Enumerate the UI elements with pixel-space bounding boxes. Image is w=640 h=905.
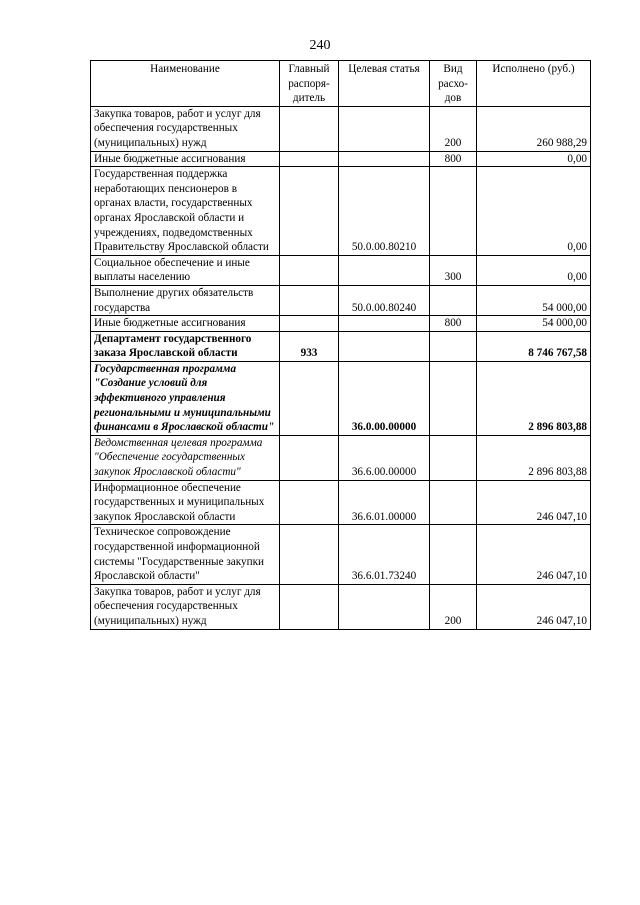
table-row	[91, 167, 591, 256]
table-header-row	[91, 61, 591, 107]
header-admin: Главный распоря-дитель	[280, 61, 339, 107]
cell-name: Закупка товаров, работ и услуг для обеспечения государственных (муниципальных) нужд	[91, 584, 280, 629]
cell-admin	[280, 525, 339, 584]
table-row	[91, 435, 591, 480]
cell-name: Информационное обеспечение государственных и муниципальных закупок Ярославской области	[91, 480, 280, 525]
header-target: Целевая статья	[339, 61, 430, 107]
cell-name: Иные бюджетные ассигнования	[91, 151, 280, 167]
cell-amount: 54 000,00	[477, 285, 591, 315]
table-row	[91, 316, 591, 332]
cell-target	[339, 331, 430, 361]
cell-amount: 260 988,29	[477, 106, 591, 151]
table-row	[91, 584, 591, 629]
cell-name: Выполнение других обязательств государства	[91, 285, 280, 315]
cell-type	[430, 361, 477, 435]
cell-admin: 933	[280, 331, 339, 361]
cell-name: Государственная поддержка неработающих пенсионеров в органах власти, государственных органах Ярославской области и учреждениях, подведомственных Правительству Ярославской области	[91, 167, 280, 256]
cell-type	[430, 285, 477, 315]
cell-admin	[280, 435, 339, 480]
cell-amount: 0,00	[477, 167, 591, 256]
table-row	[91, 331, 591, 361]
table-row	[91, 285, 591, 315]
cell-amount: 0,00	[477, 151, 591, 167]
budget-table	[90, 60, 591, 630]
cell-amount: 246 047,10	[477, 584, 591, 629]
cell-target: 36.6.00.00000	[339, 435, 430, 480]
cell-target	[339, 584, 430, 629]
cell-admin	[280, 106, 339, 151]
cell-admin	[280, 480, 339, 525]
page-number: 240	[309, 38, 331, 53]
cell-name: Техническое сопровождение государственной информационной системы "Государственные закупки Ярославской области"	[91, 525, 280, 584]
cell-amount: 2 896 803,88	[477, 435, 591, 480]
table-row	[91, 106, 591, 151]
cell-type	[430, 331, 477, 361]
table-row	[91, 525, 591, 584]
cell-target	[339, 106, 430, 151]
cell-type	[430, 525, 477, 584]
cell-type	[430, 480, 477, 525]
cell-admin	[280, 361, 339, 435]
cell-target: 36.0.00.00000	[339, 361, 430, 435]
cell-admin	[280, 316, 339, 332]
cell-target: 50.0.00.80240	[339, 285, 430, 315]
cell-type: 200	[430, 106, 477, 151]
cell-admin	[280, 151, 339, 167]
cell-type: 800	[430, 151, 477, 167]
cell-type	[430, 435, 477, 480]
cell-name: Закупка товаров, работ и услуг для обеспечения государственных (муниципальных) нужд	[91, 106, 280, 151]
cell-amount: 246 047,10	[477, 525, 591, 584]
cell-type: 200	[430, 584, 477, 629]
cell-amount: 54 000,00	[477, 316, 591, 332]
cell-admin	[280, 255, 339, 285]
cell-amount: 246 047,10	[477, 480, 591, 525]
table-row	[91, 151, 591, 167]
cell-admin	[280, 167, 339, 256]
table-row	[91, 255, 591, 285]
cell-name: Иные бюджетные ассигнования	[91, 316, 280, 332]
cell-amount: 8 746 767,58	[477, 331, 591, 361]
table-row	[91, 480, 591, 525]
cell-target: 36.6.01.00000	[339, 480, 430, 525]
table-row	[91, 361, 591, 435]
cell-type: 800	[430, 316, 477, 332]
cell-type: 300	[430, 255, 477, 285]
cell-target: 50.0.00.80210	[339, 167, 430, 256]
header-name: Наименование	[91, 61, 280, 107]
cell-admin	[280, 584, 339, 629]
cell-target	[339, 255, 430, 285]
cell-target	[339, 151, 430, 167]
cell-name: Ведомственная целевая программа "Обеспечение государственных закупок Ярославской области"	[91, 435, 280, 480]
cell-admin	[280, 285, 339, 315]
cell-amount: 2 896 803,88	[477, 361, 591, 435]
cell-name: Государственная программа "Создание условий для эффективного управления региональными и муниципальными финансами в Ярославской области"	[91, 361, 280, 435]
cell-target: 36.6.01.73240	[339, 525, 430, 584]
header-type: Вид расхо-дов	[430, 61, 477, 107]
cell-name: Социальное обеспечение и иные выплаты населению	[91, 255, 280, 285]
cell-type	[430, 167, 477, 256]
cell-amount: 0,00	[477, 255, 591, 285]
cell-name: Департамент государственного заказа Ярославской области	[91, 331, 280, 361]
cell-target	[339, 316, 430, 332]
header-executed: Исполнено (руб.)	[477, 61, 591, 107]
